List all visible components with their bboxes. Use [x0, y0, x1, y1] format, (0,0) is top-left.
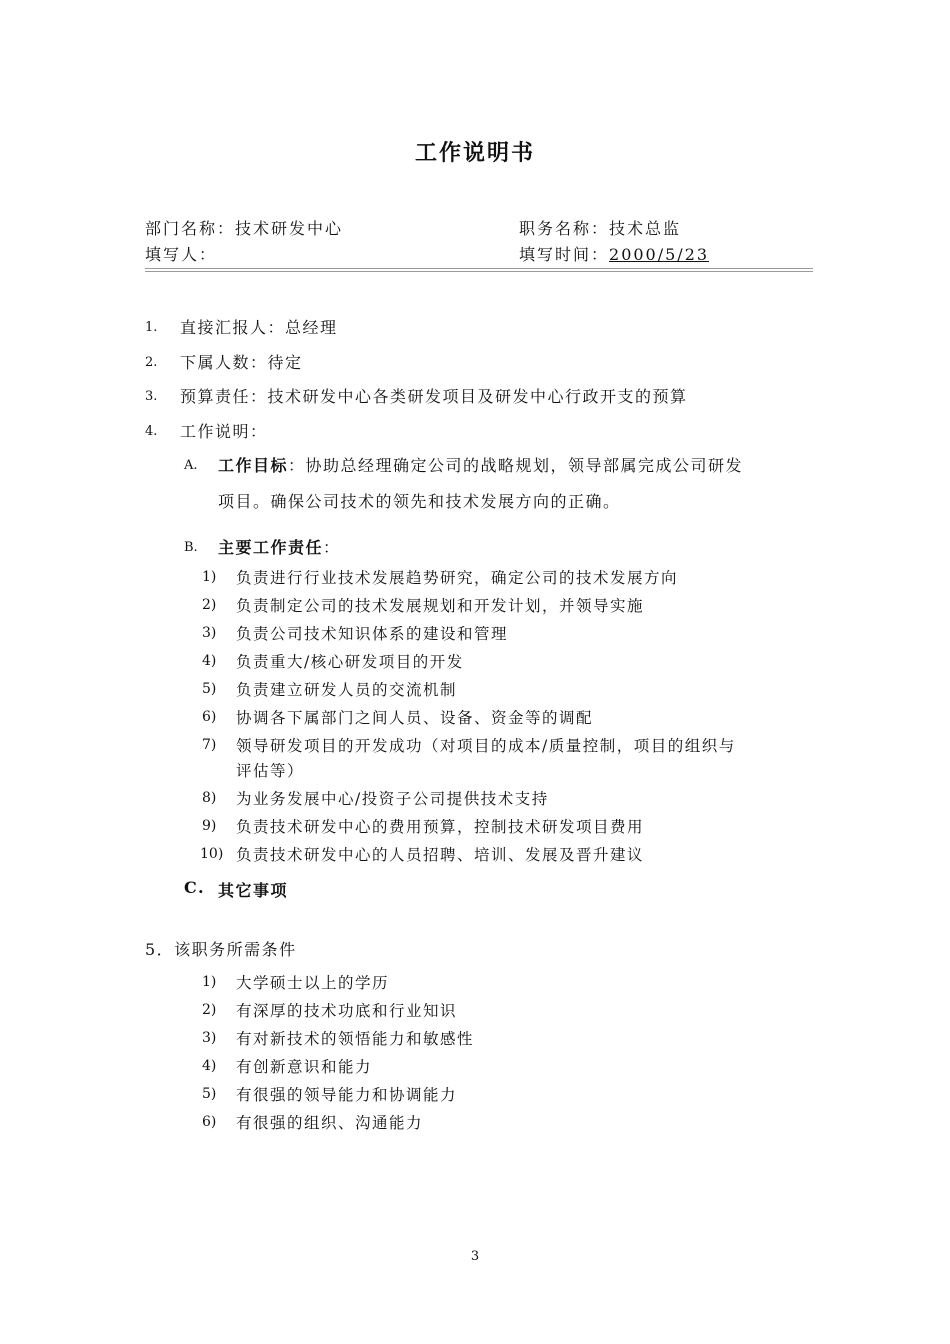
requirement-text: 有深厚的技术功底和行业知识 [236, 1002, 458, 1020]
section-b-letter: B. [184, 540, 198, 555]
duty-number: 1) [202, 569, 217, 585]
section-a-line2: 项目。确保公司技术的领先和技术发展方向的正确。 [218, 492, 621, 511]
page-number: 3 [470, 1249, 480, 1264]
date-label: 填写时间： [519, 245, 610, 264]
duty-number: 7) [202, 737, 217, 753]
requirement-text: 有对新技术的领悟能力和敏感性 [236, 1030, 475, 1048]
duty-text: 领导研发项目的开发成功（对项目的成本/质量控制，项目的组织与 [236, 737, 736, 755]
section-a-letter: A. [184, 458, 198, 473]
duty-text: 为业务发展中心/投资子公司提供技术支持 [236, 790, 549, 808]
requirement-text: 有很强的领导能力和协调能力 [236, 1086, 458, 1104]
duty-text-continued: 评估等） [236, 762, 305, 780]
requirement-number: 6) [202, 1114, 217, 1130]
date-row [519, 242, 709, 265]
duty-number: 2) [202, 597, 217, 613]
item-text: 下属人数：待定 [180, 353, 303, 372]
requirement-number: 4) [202, 1058, 217, 1074]
duty-text: 负责建立研发人员的交流机制 [236, 681, 458, 699]
duty-text: 负责公司技术知识体系的建设和管理 [236, 625, 509, 643]
item-number: 3. [145, 389, 158, 404]
requirement-number: 3) [202, 1030, 217, 1046]
writer-row [145, 242, 217, 265]
header-divider [145, 268, 813, 272]
duty-number: 10) [200, 846, 224, 862]
duty-text: 负责重大/核心研发项目的开发 [236, 653, 464, 671]
item-number: 1. [145, 320, 158, 335]
requirement-text: 有很强的组织、沟通能力 [236, 1114, 424, 1132]
item-text: 工作说明： [180, 422, 268, 441]
section-c-letter: C. [184, 878, 206, 897]
section-b-label: 主要工作责任 [218, 538, 324, 557]
duty-text: 协调各下属部门之间人员、设备、资金等的调配 [236, 709, 594, 727]
item-text: 预算责任：技术研发中心各类研发项目及研发中心行政开支的预算 [180, 387, 688, 406]
department-label: 部门名称： [145, 219, 236, 238]
writer-label: 填写人： [145, 245, 218, 264]
requirement-number: 5) [202, 1086, 217, 1102]
duty-number: 5) [202, 681, 217, 697]
page-title: 工作说明书 [414, 140, 535, 166]
duty-text: 负责进行行业技术发展趋势研究，确定公司的技术发展方向 [236, 569, 679, 587]
position-row [519, 216, 681, 239]
section-c-label: 其它事项 [218, 881, 289, 900]
position-label: 职务名称： [519, 219, 610, 238]
department-value: 技术研发中心 [235, 219, 344, 238]
item-number: 4. [145, 424, 158, 439]
section-a-label: 工作目标 [218, 456, 289, 475]
requirement-number: 2) [202, 1002, 217, 1018]
date-value: 2000/5/23 [609, 245, 710, 264]
requirement-text: 有创新意识和能力 [236, 1058, 373, 1076]
requirement-text: 大学硕士以上的学历 [236, 974, 390, 992]
duty-text: 负责技术研发中心的费用预算，控制技术研发项目费用 [236, 818, 645, 836]
duty-number: 6) [202, 709, 217, 725]
section-a-text: ：协助总经理确定公司的战略规划，领导部属完成公司研发 [288, 456, 744, 475]
section-a-line1 [218, 453, 743, 476]
section-b-heading [218, 535, 341, 558]
duty-number: 9) [202, 818, 217, 834]
item-text: 直接汇报人：总经理 [180, 318, 338, 337]
duty-text: 负责技术研发中心的人员招聘、培训、发展及晋升建议 [236, 846, 645, 864]
requirements-heading: 5．该职务所需条件 [145, 940, 297, 959]
position-value: 技术总监 [609, 219, 682, 238]
duty-number: 3) [202, 625, 217, 641]
department-row [145, 216, 343, 239]
duty-number: 4) [202, 653, 217, 669]
item-number: 2. [145, 355, 158, 370]
section-b-colon: ： [323, 538, 341, 557]
requirement-number: 1) [202, 974, 217, 990]
duty-number: 8) [202, 790, 217, 806]
duty-text: 负责制定公司的技术发展规划和开发计划，并领导实施 [236, 597, 645, 615]
